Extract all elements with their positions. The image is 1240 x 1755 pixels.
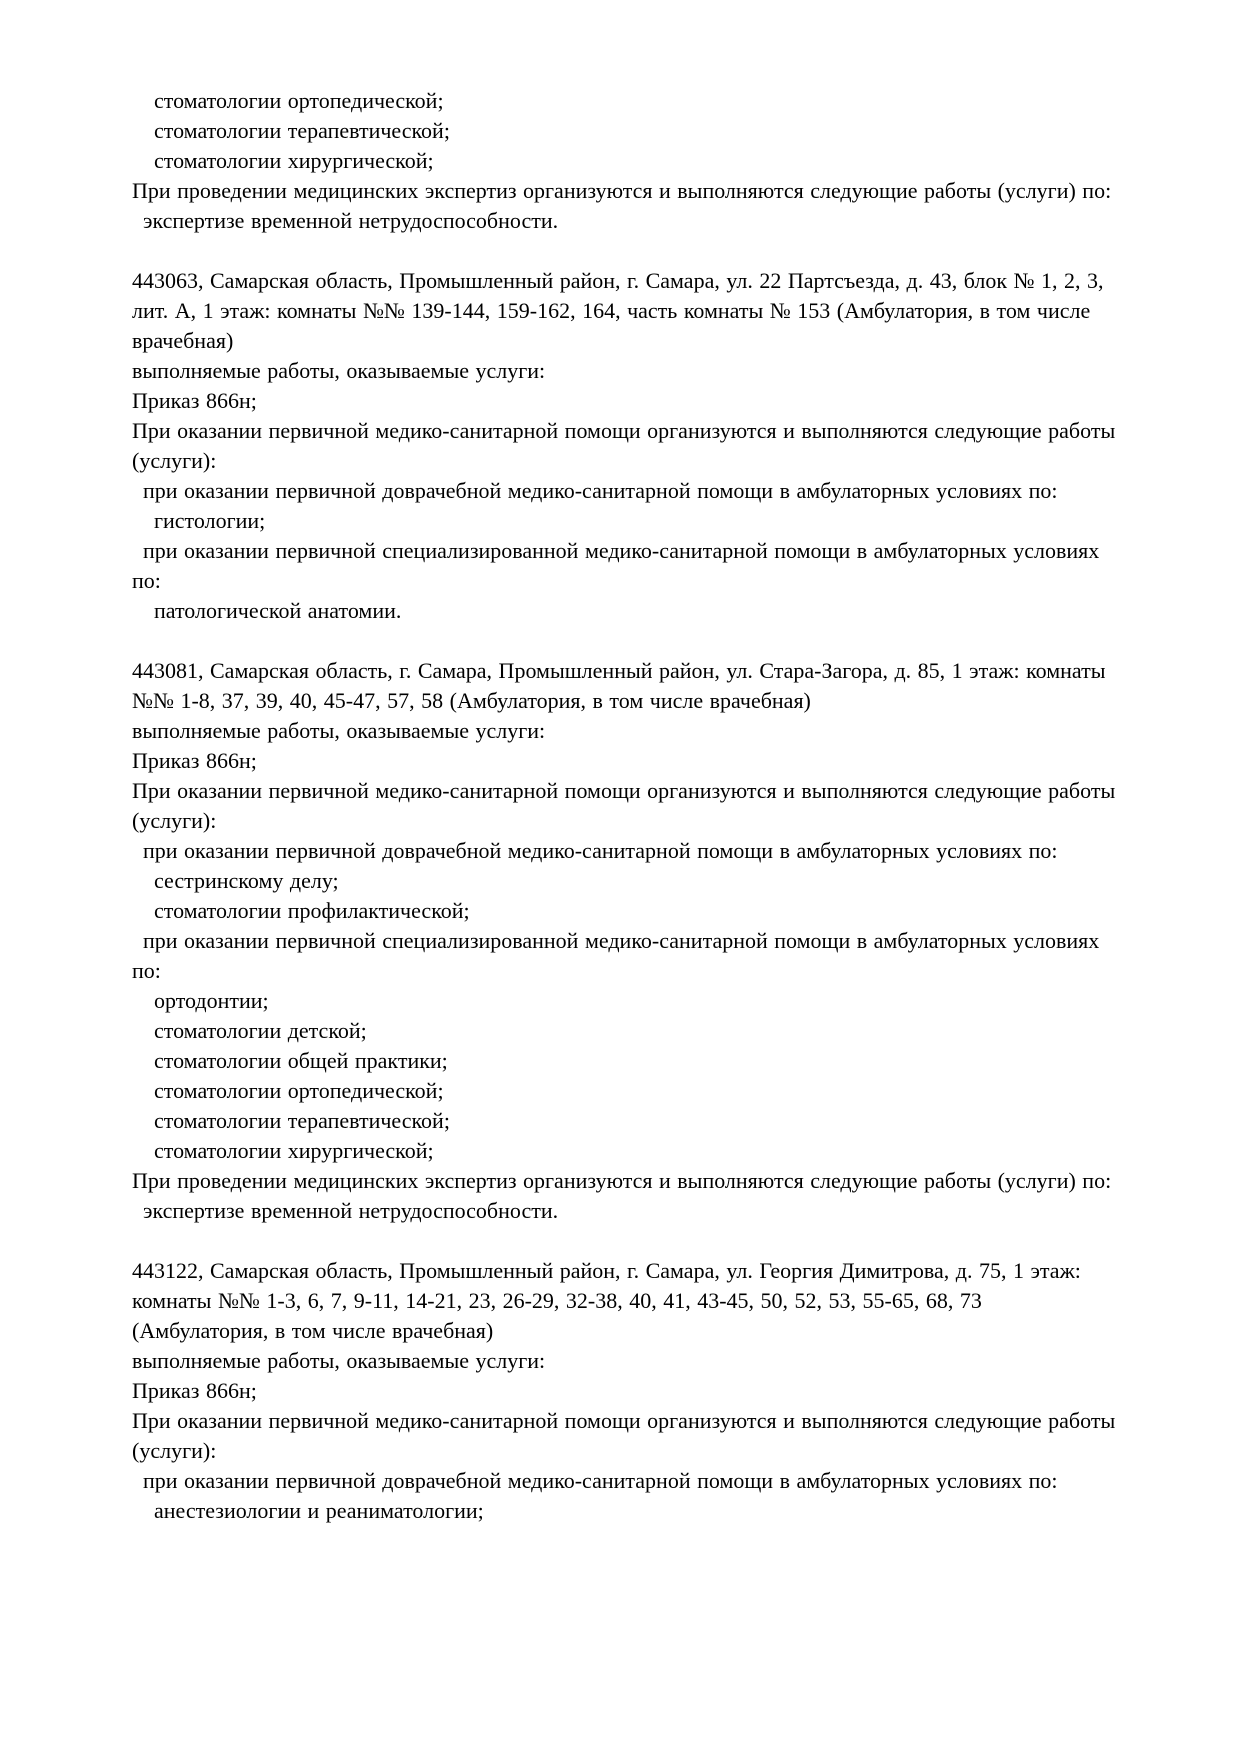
doc-line: экспертизе временной нетрудоспособности. <box>143 208 559 233</box>
doc-line: стоматологии ортопедической; <box>154 88 444 113</box>
doc-line: при оказании первичной доврачебной медико-санитарной помощи в амбулаторных условиях по: <box>143 478 1058 503</box>
doc-line: Приказ 866н; <box>132 1378 257 1403</box>
doc-line: При оказании первичной медико-санитарной помощи организуются и выполняются следующие работы (услуги): <box>132 418 1116 473</box>
doc-line: при оказании первичной доврачебной медико-санитарной помощи в амбулаторных условиях по: <box>143 1468 1058 1493</box>
section-address-443081 <box>132 656 1122 1226</box>
doc-line: выполняемые работы, оказываемые услуги: <box>132 718 546 743</box>
doc-line: стоматологии терапевтической; <box>154 118 450 143</box>
doc-line: При проведении медицинских экспертиз организуются и выполняются следующие работы (услуги) по: <box>132 1168 1112 1193</box>
document-body <box>132 86 1122 1526</box>
doc-line: стоматологии ортопедической; <box>154 1078 444 1103</box>
doc-line: гистологии; <box>154 508 266 533</box>
doc-line: стоматологии детской; <box>154 1018 367 1043</box>
doc-line: При проведении медицинских экспертиз организуются и выполняются следующие работы (услуги) по: <box>132 178 1112 203</box>
doc-line: стоматологии хирургической; <box>154 1138 434 1163</box>
doc-line: При оказании первичной медико-санитарной помощи организуются и выполняются следующие работы (услуги): <box>132 1408 1116 1463</box>
doc-line: стоматологии терапевтической; <box>154 1108 450 1133</box>
doc-line: Приказ 866н; <box>132 388 257 413</box>
doc-line: при оказании первичной доврачебной медико-санитарной помощи в амбулаторных условиях по: <box>143 838 1058 863</box>
doc-line: выполняемые работы, оказываемые услуги: <box>132 1348 546 1373</box>
doc-line: Приказ 866н; <box>132 748 257 773</box>
doc-line: экспертизе временной нетрудоспособности. <box>143 1198 559 1223</box>
doc-line: анестезиологии и реаниматологии; <box>154 1498 484 1523</box>
doc-line: сестринскому делу; <box>154 868 339 893</box>
doc-line: при оказании первичной специализированной медико-санитарной помощи в амбулаторных условиях по: <box>132 928 1100 983</box>
doc-line: 443122, Самарская область, Промышленный район, г. Самара, ул. Георгия Димитрова, д. 75, 1 этаж: комнаты №№ 1-3, 6, 7, 9-11, 14-21, 23, 26-29, 32-38, 40, 41, 43-45, 50, 52, 53, 55-65, 68, 73 (Амбулатория, в том числе врачебная) <box>132 1258 1081 1343</box>
doc-line: стоматологии общей практики; <box>154 1048 448 1073</box>
doc-line: 443063, Самарская область, Промышленный район, г. Самара, ул. 22 Партсъезда, д. 43, блок № 1, 2, 3, лит. А, 1 этаж: комнаты №№ 139-144, 159-162, 164, часть комнаты № 153 (Амбулатория, в том числе врачебная) <box>132 268 1104 353</box>
doc-line: При оказании первичной медико-санитарной помощи организуются и выполняются следующие работы (услуги): <box>132 778 1116 833</box>
doc-line: стоматологии профилактической; <box>154 898 470 923</box>
section-address-443063 <box>132 266 1122 626</box>
doc-line: 443081, Самарская область, г. Самара, Промышленный район, ул. Стара-Загора, д. 85, 1 этаж: комнаты №№ 1-8, 37, 39, 40, 45-47, 57, 58 (Амбулатория, в том числе врачебная) <box>132 658 1106 713</box>
doc-line: патологической анатомии. <box>154 598 402 623</box>
doc-line: ортодонтии; <box>154 988 269 1013</box>
doc-line: стоматологии хирургической; <box>154 148 434 173</box>
section-services-continuation <box>132 86 1122 236</box>
doc-line: выполняемые работы, оказываемые услуги: <box>132 358 546 383</box>
doc-line: при оказании первичной специализированной медико-санитарной помощи в амбулаторных условиях по: <box>132 538 1100 593</box>
section-address-443122 <box>132 1256 1122 1526</box>
